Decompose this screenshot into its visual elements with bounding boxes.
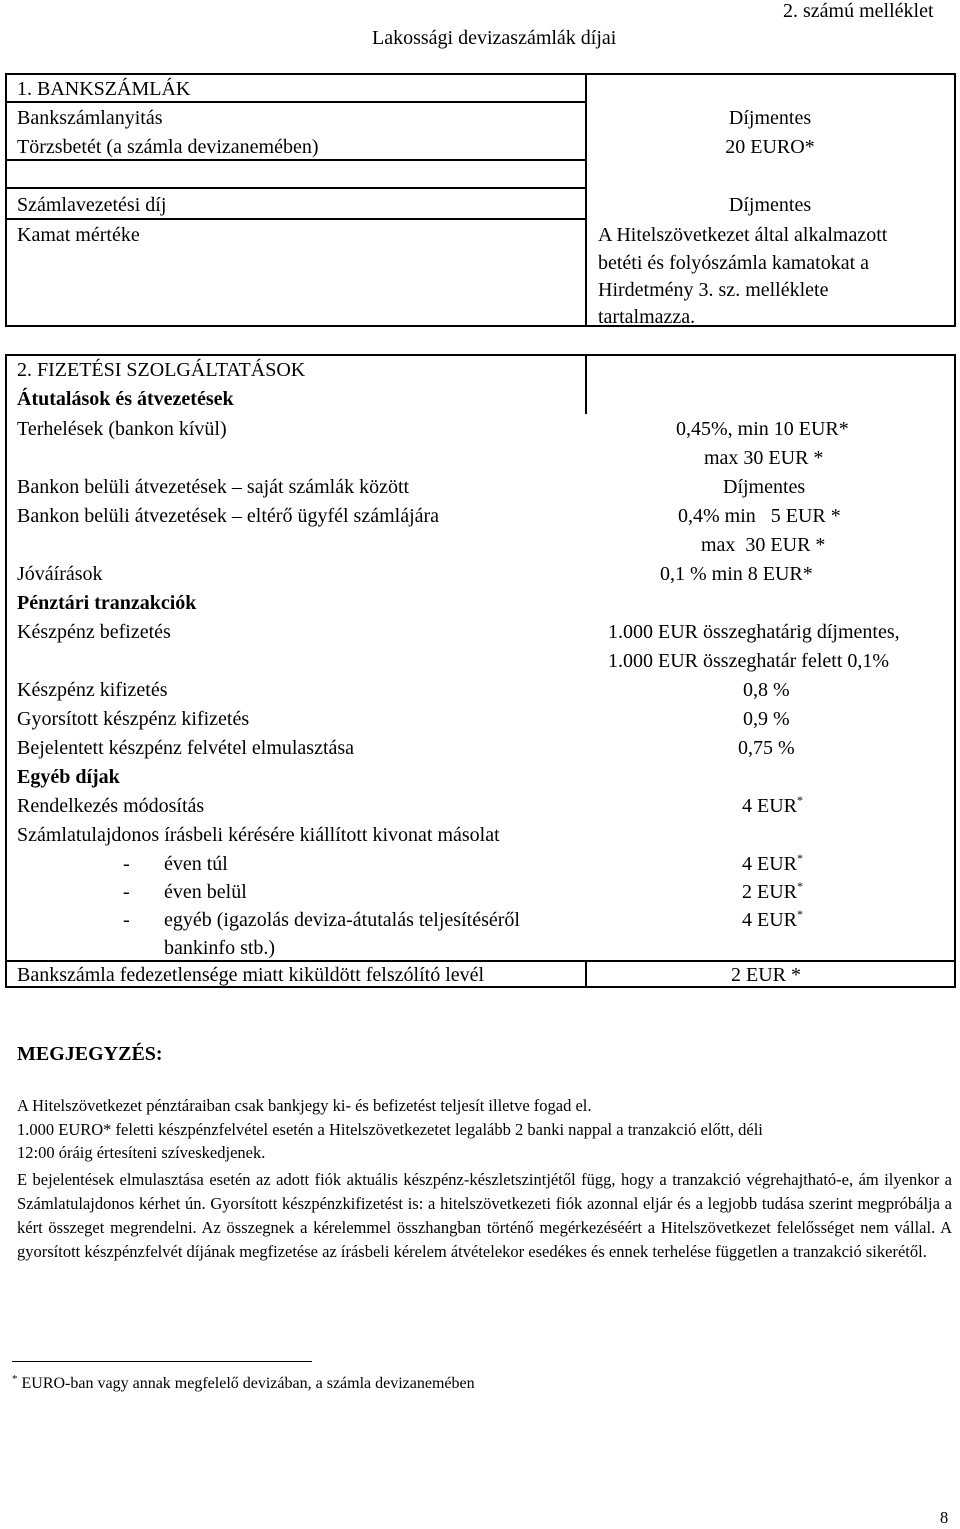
table1-row-divider <box>5 159 586 161</box>
value-within-year: 2 EUR* <box>742 879 803 903</box>
row-label-external-debits: Terhelések (bankon kívül) <box>17 418 227 440</box>
row-label-account-fee: Számlavezetési díj <box>17 194 167 216</box>
page-number: 8 <box>940 1508 949 1527</box>
table2-column-divider <box>585 354 587 414</box>
list-dash: - <box>123 853 130 875</box>
section2-heading: 2. FIZETÉSI SZOLGÁLTATÁSOK <box>17 359 306 381</box>
table1-row-divider <box>5 218 586 220</box>
row-label-cash-withdrawal: Készpénz kifizetés <box>17 679 168 701</box>
row-label-reminder-letter: Bankszámla fedezetlensége miatt kiküldött felszólító levél <box>17 964 485 986</box>
value-order-modification: 4 EUR* <box>742 793 803 817</box>
value-other-client-min: 0,4% min 5 EUR * <box>678 505 841 527</box>
cash-subheading: Pénztári tranzakciók <box>17 592 197 614</box>
row-label-within-year: éven belül <box>164 881 247 903</box>
row-label-deposit: Törzsbetét (a számla devizanemében) <box>17 136 319 158</box>
section1-heading: 1. BANKSZÁMLÁK <box>17 78 191 100</box>
value-cash-deposit-2: 1.000 EUR összeghatár felett 0,1% <box>608 650 890 672</box>
value-external-debits-min: 0,45%, min 10 EUR* <box>676 418 849 440</box>
table2-top-border <box>5 354 956 356</box>
row-label-missed-withdrawal: Bejelentett készpénz felvétel elmulasztása <box>17 737 355 759</box>
value-cash-withdrawal: 0,8 % <box>743 679 790 701</box>
value-reminder-letter: 2 EUR * <box>731 964 801 986</box>
appendix-label: 2. számú melléklet <box>783 0 934 22</box>
value-cash-deposit-1: 1.000 EUR összeghatárig díjmentes, <box>608 621 900 643</box>
row-label-express-withdrawal: Gyorsított készpénz kifizetés <box>17 708 250 730</box>
value-express-withdrawal: 0,9 % <box>743 708 790 730</box>
table2-column-divider <box>585 960 587 988</box>
table2-left-border <box>5 354 7 988</box>
table1-bottom-border <box>5 325 956 327</box>
notes-heading: MEGJEGYZÉS: <box>17 1043 163 1065</box>
footnote-separator <box>12 1361 312 1362</box>
list-dash: - <box>123 881 130 903</box>
table2-row-divider <box>5 960 956 962</box>
table2-right-border <box>954 354 956 988</box>
table1-row-divider <box>5 101 586 103</box>
row-label-statement-copy: Számlatulajdonos írásbeli kérésére kiállított kivonat másolat <box>17 824 500 846</box>
value-credits: 0,1 % min 8 EUR* <box>660 563 813 585</box>
row-label-account-opening: Bankszámlanyitás <box>17 107 163 129</box>
list-dash: - <box>123 909 130 931</box>
table1-top-border <box>5 73 956 75</box>
note-paragraph-3: E bejelentések elmulasztása esetén az adott fiók aktuális készpénz-készletszintjétől függ, hogy a tranzakció végrehajtható-e, ám ilyenkor a Számlatulajdonos kérhet ún. Gyorsított készpénzkifizetést is: a hitelszövetkezeti fiók azonnal eljár és a legjobb tudása szerint megpróbálja a kért összeget megrendelni. Az összegnek a kérelemmel összhangban történő megérkezéséért a Hitelszövetkezet felelősséget nem vállal. A gyorsított készpénzfelvét díjának megfizetése az írásbeli kérelem átvételekor esedékes és ennek terhelése független a tranzakció sikerétől. <box>17 1170 952 1261</box>
value-missed-withdrawal: 0,75 % <box>738 737 795 759</box>
value-other-certificate: 4 EUR* <box>742 907 803 931</box>
note-paragraph-2: 1.000 EURO* feletti készpénzfelvétel esetén a Hitelszövetkezetet legalább 2 banki nappal a tranzakció előtt, déli <box>17 1120 763 1139</box>
value-interest-line: Hirdetmény 3. sz. melléklete <box>598 279 829 301</box>
row-label-own-accounts: Bankon belüli átvezetések – saját számlák között <box>17 476 410 498</box>
table1-row-divider <box>5 187 586 189</box>
row-label-other-client: Bankon belüli átvezetések – eltérő ügyfél számlájára <box>17 505 440 527</box>
other-fees-subheading: Egyéb díjak <box>17 766 120 788</box>
note-paragraph-1: A Hitelszövetkezet pénztáraiban csak bankjegy ki- és befizetést teljesít illetve fogad el. <box>17 1096 592 1115</box>
value-interest-line: A Hitelszövetkezet által alkalmazott <box>598 224 888 246</box>
transfers-subheading: Átutalások és átvezetések <box>17 388 234 410</box>
value-deposit: 20 EURO* <box>725 136 815 158</box>
row-label-over-year: éven túl <box>164 853 228 875</box>
row-label-cash-deposit: Készpénz befizetés <box>17 621 171 643</box>
note-paragraph-2-cont: 12:00 óráig értesíteni szíveskedjenek. <box>17 1143 266 1162</box>
value-interest-line: tartalmazza. <box>598 306 696 328</box>
table1-left-border <box>5 73 7 327</box>
footnote: * EURO-ban vagy annak megfelelő devizában, a számla devizanemében <box>12 1373 475 1392</box>
value-own-accounts: Díjmentes <box>723 476 806 498</box>
page-title: Lakossági devizaszámlák díjai <box>372 27 617 49</box>
value-other-client-max: max 30 EUR * <box>701 534 826 556</box>
value-over-year: 4 EUR* <box>742 851 803 875</box>
row-label-other-certificate: egyéb (igazolás deviza-átutalás teljesítéséről <box>164 909 520 931</box>
table1-right-border <box>954 73 956 327</box>
value-account-opening: Díjmentes <box>728 107 812 129</box>
row-label-credits: Jóváírások <box>17 563 103 585</box>
value-account-fee: Díjmentes <box>728 194 812 216</box>
value-external-debits-max: max 30 EUR * <box>704 447 824 469</box>
row-label-other-certificate-cont: bankinfo stb.) <box>164 937 276 959</box>
row-label-order-modification: Rendelkezés módosítás <box>17 795 205 817</box>
value-interest-line: betéti és folyószámla kamatokat a <box>598 252 870 274</box>
row-label-interest: Kamat mértéke <box>17 224 140 246</box>
